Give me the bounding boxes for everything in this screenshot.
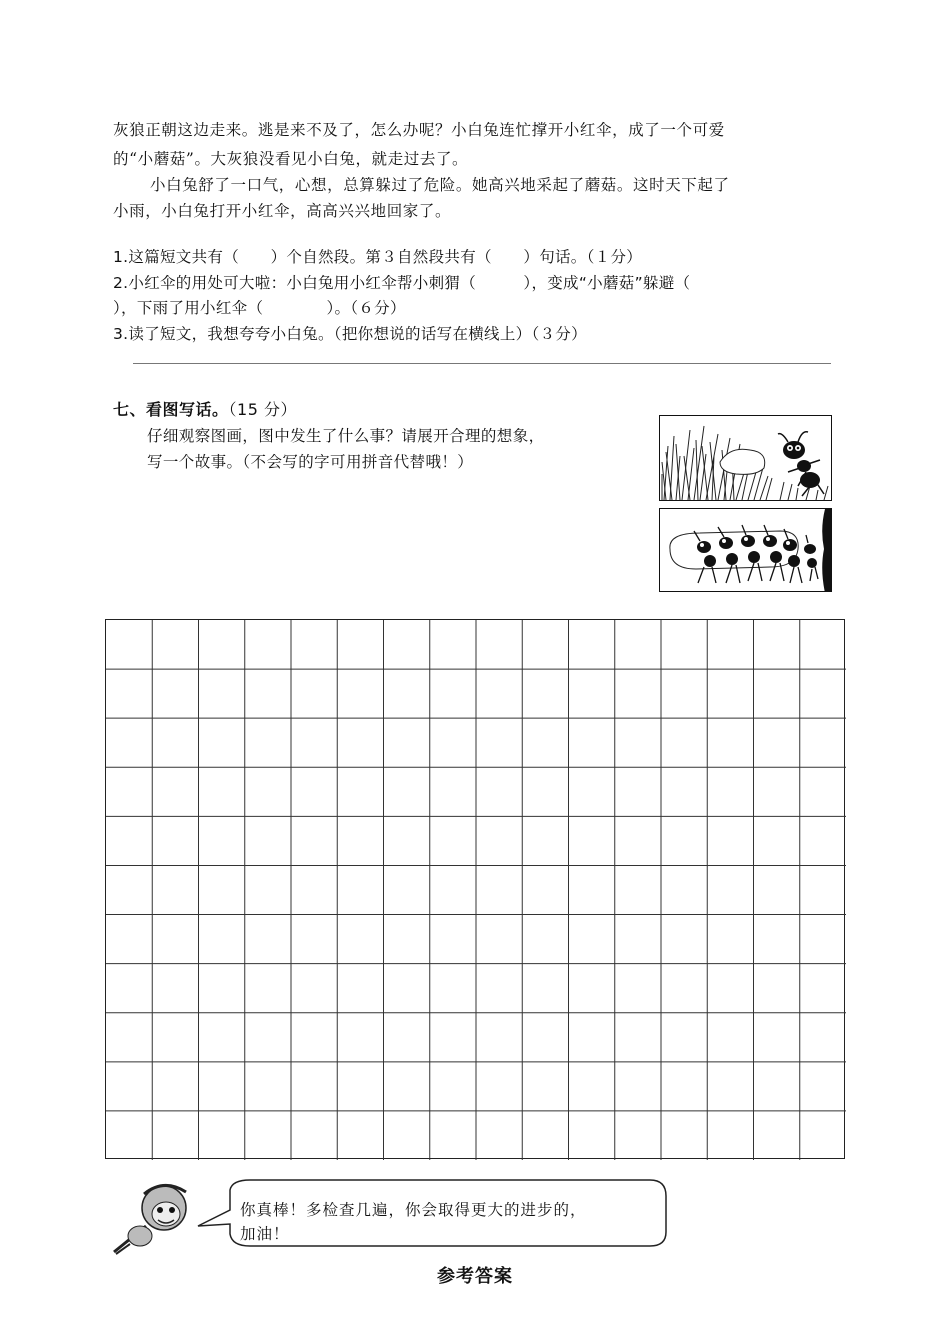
- writing-grid-lines: [106, 620, 846, 1160]
- question-2-line1: 2.小红伞的用处可大啦：小白兔用小红伞帮小刺猬（ ），变成“小蘑菇”躲避（: [113, 274, 691, 292]
- story-para2-line1: 小白兔舒了一口气，心想，总算躲过了危险。她高兴地采起了蘑菇。这时天下起了: [150, 176, 730, 194]
- monkey-icon: [114, 1185, 186, 1254]
- picture-ant-finds-food: [659, 415, 832, 501]
- ant-grass-illustration: [660, 416, 832, 501]
- story-para1-line2: 的“小蘑菇”。大灰狼没看见小白兔，就走过去了。: [113, 150, 469, 168]
- section-7-title: [113, 397, 297, 420]
- story-para2-line2: 小雨，小白兔打开小红伞，高高兴兴地回家了。: [113, 202, 452, 220]
- answer-key-title: 参考答案: [437, 1266, 513, 1287]
- answer-line[interactable]: [133, 363, 831, 364]
- section-7-points: （15 分）: [228, 400, 297, 419]
- section-7-prompt-line2: 写一个故事。（不会写的字可用拼音代替哦！）: [147, 453, 474, 471]
- question-1: 1.这篇短文共有（ ）个自然段。第３自然段共有（ ）句话。（１分）: [113, 248, 643, 266]
- ants-carrying-illustration: [660, 509, 832, 592]
- encouragement-line2: 加油！: [240, 1225, 290, 1243]
- section-7-prompt-line1: 仔细观察图画，图中发生了什么事？请展开合理的想象，: [147, 427, 545, 445]
- question-3: 3.读了短文，我想夸夸小白兔。（把你想说的话写在横线上）（３分）: [113, 325, 587, 343]
- section-7-heading: 七、看图写话。: [113, 400, 229, 419]
- writing-grid[interactable]: [105, 619, 845, 1159]
- story-para1-line1: 灰狼正朝这边走来。逃是来不及了，怎么办呢？小白兔连忙撑开小红伞，成了一个可爱: [113, 121, 725, 139]
- question-2-line2: ），下雨了用小红伞（ ）。（６分）: [113, 299, 406, 317]
- encouragement-line1: 你真棒！多检查几遍，你会取得更大的进步的，: [240, 1201, 587, 1219]
- picture-ants-carry-food: [659, 508, 832, 592]
